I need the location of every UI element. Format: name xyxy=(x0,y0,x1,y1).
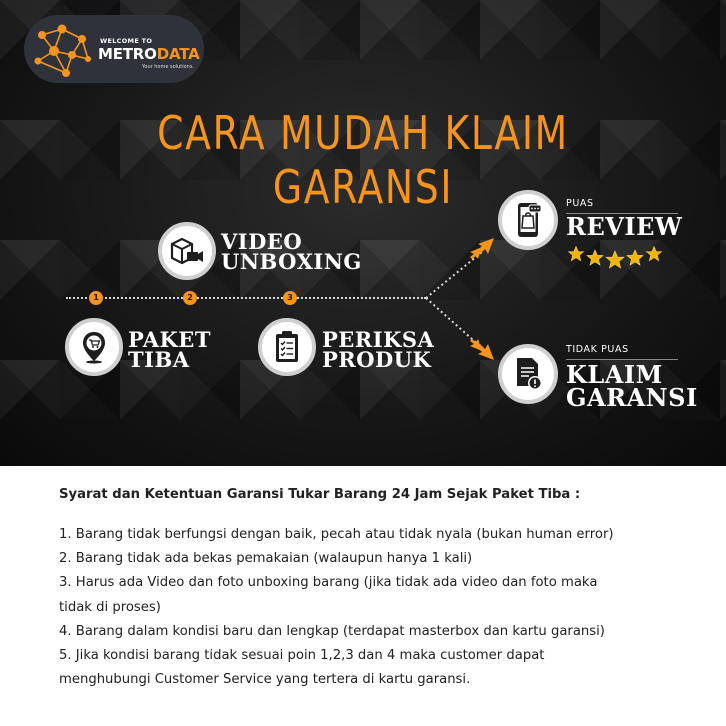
five-stars-icon xyxy=(566,244,666,270)
terms-item: 2. Barang tidak ada bekas pemakaian (walaupun hanya 1 kali) xyxy=(59,551,473,567)
step-2-label xyxy=(221,229,362,274)
step-number-2: 2 xyxy=(183,291,197,305)
logo-brand-main: METRO xyxy=(98,45,157,63)
logo-brand-accent: DATA xyxy=(156,45,200,63)
claim-caption: TIDAK PUAS xyxy=(566,344,629,355)
step-3-label-line1: PERIKSA xyxy=(322,327,435,352)
step-1-label-line2: TIBA xyxy=(128,346,190,372)
step-3-label-line2: PRODUK xyxy=(322,346,432,372)
terms-item: tidak di proses) xyxy=(59,599,161,615)
claim-label-line1: KLAIM xyxy=(566,360,663,389)
terms-section xyxy=(59,487,699,692)
location-cart-icon xyxy=(76,329,112,365)
arrow-down-icon xyxy=(470,339,494,360)
step-1-label-line1: PAKET xyxy=(128,327,211,352)
box-camera-icon xyxy=(168,234,206,268)
claim-label xyxy=(566,360,698,412)
step-3-label xyxy=(322,327,435,372)
step-number-3: 3 xyxy=(283,291,297,305)
step-3-icon-circle xyxy=(258,318,316,376)
document-warning-icon xyxy=(513,356,543,392)
terms-item: menghubungi Customer Service yang tertera di kartu garansi. xyxy=(59,672,471,688)
terms-item: 5. Jika kondisi barang tidak sesuai poin 1,2,3 dan 4 maka customer dapat xyxy=(59,648,545,664)
clipboard-check-icon xyxy=(271,329,303,365)
step-2-icon-circle xyxy=(158,222,216,280)
arrow-up-icon xyxy=(470,238,494,259)
terms-item: 4. Barang dalam kondisi baru dan lengkap (terdapat masterbox dan kartu garansi) xyxy=(59,623,605,639)
claim-label-line2: GARANSI xyxy=(566,382,698,412)
step-1-icon-circle xyxy=(65,318,123,376)
terms-item: 1. Barang tidak berfungsi dengan baik, pecah atau tidak nyala (bukan human error) xyxy=(59,527,614,542)
network-nodes-icon xyxy=(32,21,94,79)
page-title: CARA MUDAH KLAIM GARANSI xyxy=(157,106,569,214)
metrodata-logo[interactable] xyxy=(24,15,204,83)
step-1-label xyxy=(128,327,211,372)
step-2-label-line1: VIDEO xyxy=(221,229,303,254)
review-label: REVIEW xyxy=(566,212,683,241)
terms-item: 3. Harus ada Video dan foto unboxing barang (jika tidak ada video dan foto maka xyxy=(59,575,598,591)
review-icon-circle xyxy=(498,190,558,250)
terms-heading: Syarat dan Ketentuan Garansi Tukar Barang 24 Jam Sejak Paket Tiba : xyxy=(59,487,581,502)
logo-tagline: Your home solutions. xyxy=(142,64,195,70)
phone-shopping-bag-icon xyxy=(513,201,543,239)
step-2-label-line2: UNBOXING xyxy=(221,248,362,274)
review-caption: PUAS xyxy=(566,198,594,209)
step-number-1: 1 xyxy=(89,291,103,305)
logo-brand-text xyxy=(98,45,200,63)
logo-welcome-text: WELCOME TO xyxy=(100,37,153,45)
claim-icon-circle xyxy=(498,344,558,404)
timeline-line xyxy=(66,297,426,299)
